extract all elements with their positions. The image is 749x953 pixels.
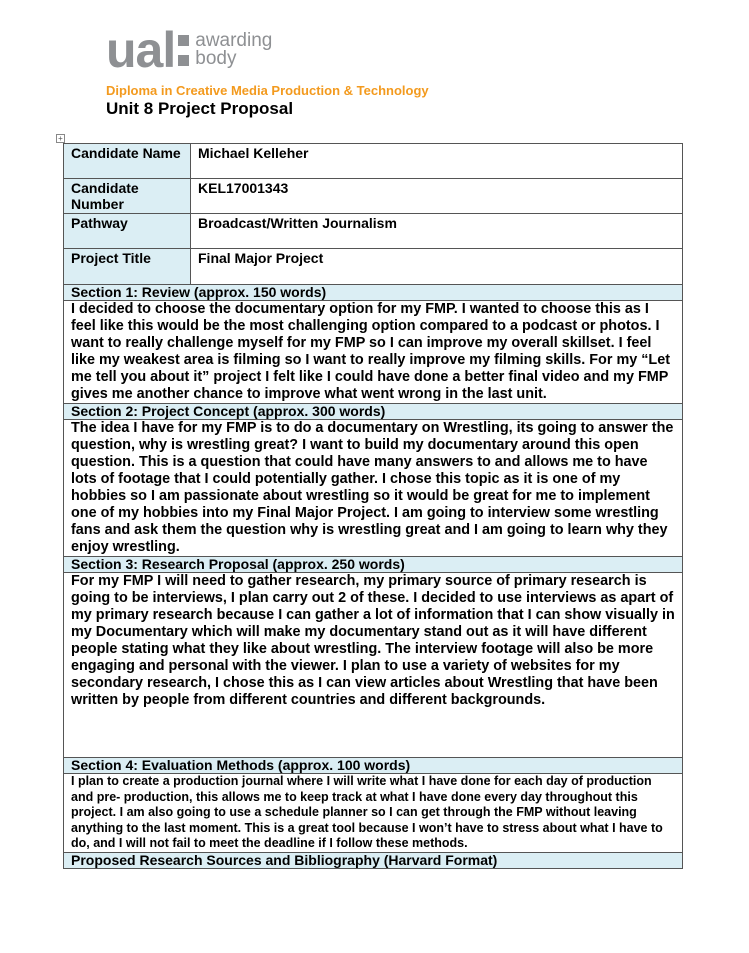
section-4-body: I plan to create a production journal where I will write what I have done for each day of production and pre- production, this allows me to keep track at what I have done every day throughout this project. I am also going to use a schedule planner so I can get through the FMP without leaving anything to the last moment. This is a great tool because I won’t have to stress about what I have to do, and I will not fail to meet the deadline if I follow these methods. [64, 774, 683, 853]
candidate-name-value: Michael Kelleher [191, 144, 683, 179]
logo-mark: ual [106, 22, 176, 78]
ual-logo [106, 22, 273, 78]
unit-title: Unit 8 Project Proposal [106, 99, 294, 118]
table-row [64, 144, 683, 179]
section-body-row [64, 573, 683, 758]
candidate-name-label: Candidate Name [64, 144, 191, 179]
proposal-table [63, 143, 683, 869]
section-body-row [64, 420, 683, 557]
section-4-heading: Section 4: Evaluation Methods (approx. 100 words) [64, 758, 683, 774]
logo-line-1: awarding [195, 30, 273, 51]
candidate-number-value: KEL17001343 [191, 179, 683, 214]
section-3-heading: Section 3: Research Proposal (approx. 250 words) [64, 557, 683, 573]
candidate-number-label: Candidate Number [64, 179, 191, 214]
section-heading-row [64, 285, 683, 301]
section-heading-row [64, 404, 683, 420]
logo-text [195, 32, 272, 68]
project-title-value: Final Major Project [191, 249, 683, 285]
logo-line-2: body [195, 48, 237, 69]
section-1-body: I decided to choose the documentary option for my FMP. I wanted to choose this as I feel like this would be the most challenging option compared to a podcast or photos. I want to really challenge myself for my FMP so I can improve my overall skillset. I feel like my weakest area is filming so I want to really improve my filming skills. For my “Let me tell you about it” project I felt like I could have done a better final video and my FMP gives me another chance to improve what went wrong in the last unit. [64, 301, 683, 404]
section-2-body: The idea I have for my FMP is to do a documentary on Wrestling, its going to answer the question, why is wrestling great? I want to build my documentary around this open question. This is a question that could have many answers to and allows me to have lots of footage that I could potentially gather. I chose this topic as it is one of my hobbies so I am passionate about wrestling so it would be great for me to implement one of my hobbies into my Final Major Project. I am going to interview some wrestling fans and ask them the question why is wrestling great and I am going to learn why they enjoy wrestling. [64, 420, 683, 557]
table-row [64, 214, 683, 249]
logo-colon [178, 35, 189, 66]
section-heading-row [64, 557, 683, 573]
table-row [64, 249, 683, 285]
diploma-title: Diploma in Creative Media Production & Technology [106, 83, 429, 98]
section-3-body: For my FMP I will need to gather research, my primary source of primary research is going to be interviews, I plan carry out 2 of these. I decided to use interviews as apart of my primary research because I can gather a lot of information that I can show visually in my Documentary which will make my documentary stand out as it will have different people stating what they like about wrestling. The interview footage will also be more engaging and personal with the viewer. I plan to use a variety of websites for my secondary research, I chose this as I can view articles about Wrestling that have been written by people from different countries and different backgrounds. [64, 573, 683, 758]
section-1-heading: Section 1: Review (approx. 150 words) [64, 285, 683, 301]
section-heading-row [64, 758, 683, 774]
section-heading-row [64, 852, 683, 868]
section-2-heading: Section 2: Project Concept (approx. 300 words) [64, 404, 683, 420]
project-title-label: Project Title [64, 249, 191, 285]
pathway-label: Pathway [64, 214, 191, 249]
section-body-row [64, 774, 683, 853]
bibliography-heading: Proposed Research Sources and Bibliography (Harvard Format) [64, 852, 683, 868]
table-row [64, 179, 683, 214]
table-move-handle-icon[interactable]: + [56, 134, 65, 143]
pathway-value: Broadcast/Written Journalism [191, 214, 683, 249]
section-body-row [64, 301, 683, 404]
